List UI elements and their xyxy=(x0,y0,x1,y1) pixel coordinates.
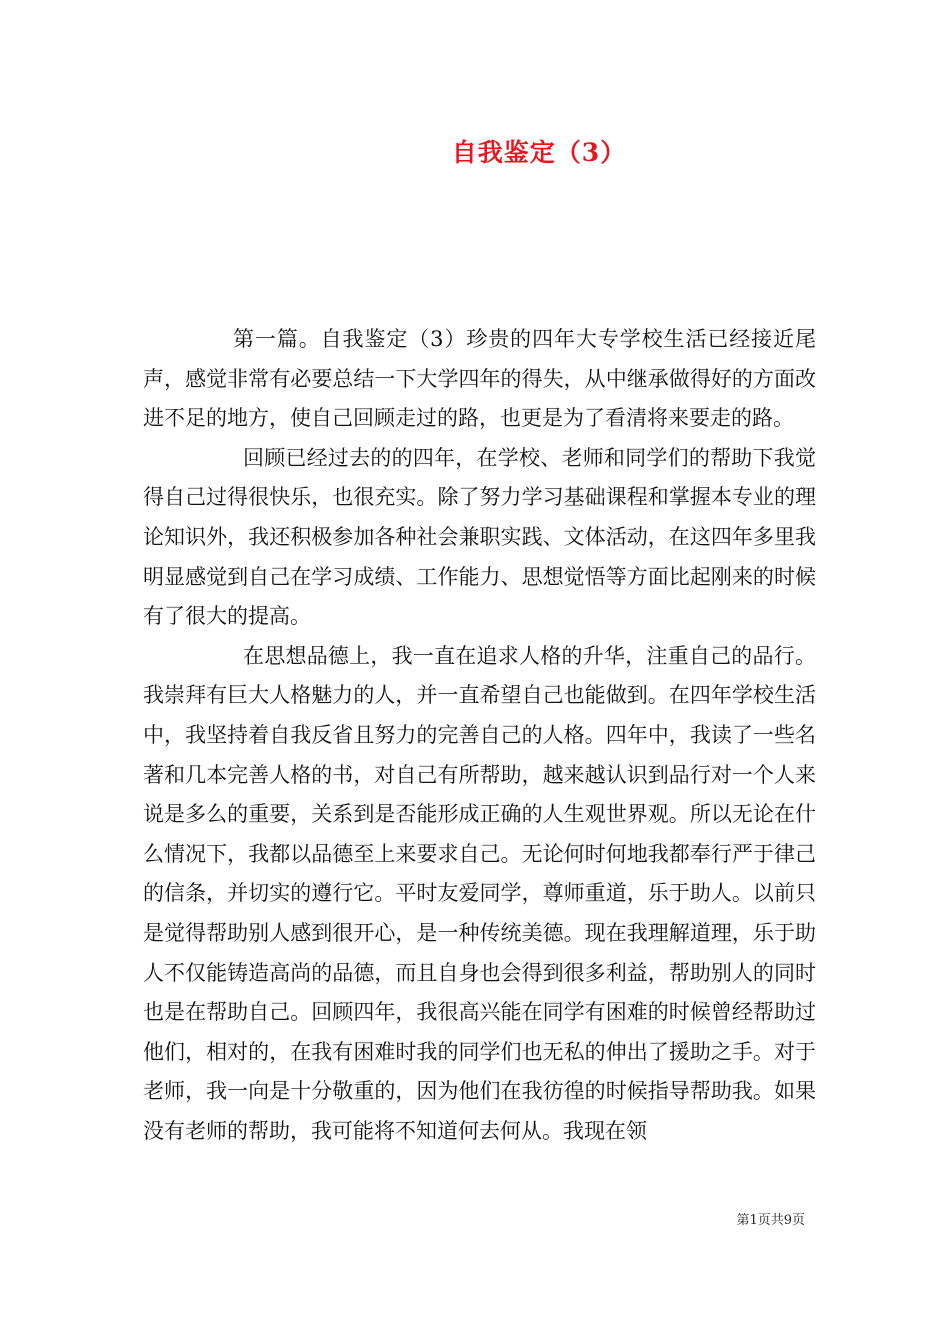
page-number-footer: 第1页共9页 xyxy=(736,1213,805,1228)
paragraph-morality: 在思想品德上，我一直在追求人格的升华，注重自己的品行。我崇拜有巨大人格魅力的人，并一直希望自己也能做到。在四年学校生活中，我坚持着自我反省且努力的完善自己的人格。四年中，我读了一些名著和几本完善人格的书，对自己有所帮助，越来越认识到品行对一个人来说是多么的重要，关系到是否能形成正确的人生观世界观。所以无论在什么情况下，我都以品德至上来要求自己。无论何时何地我都奉行严于律己的信条，并切实的遵行它。平时友爱同学，尊师重道，乐于助人。以前只是觉得帮助别人感到很开心，是一种传统美德。现在我理解道理，乐于助人不仅能铸造高尚的品德，而且自身也会得到很多利益，帮助别人的同时也是在帮助自己。回顾四年，我很高兴能在同学有困难的时候曾经帮助过他们，相对的，在我有困难时我的同学们也无私的伸出了援助之手。对于老师，我一向是十分敬重的，因为他们在我彷徨的时候指导帮助我。如果没有老师的帮助，我可能将不知道何去何从。我现在领 xyxy=(143,643,816,1143)
document-title: 自我鉴定（3） xyxy=(451,138,627,167)
paragraph-review: 回顾已经过去的的四年，在学校、老师和同学们的帮助下我觉得自己过得很快乐，也很充实。除了努力学习基础课程和掌握本专业的理论知识外，我还积极参加各种社会兼职实践、文体活动，在这四年多里我明显感觉到自己在学习成绩、工作能力、思想觉悟等方面比起刚来的时候有了很大的提高。 xyxy=(143,445,816,629)
paragraph-intro: 第一篇。自我鉴定（3）珍贵的四年大专学校生活已经接近尾声，感觉非常有必要总结一下大学四年的得失，从中继承做得好的方面改进不足的地方，使自己回顾走过的路，也更是为了看清将来要走的路。 xyxy=(143,327,816,431)
document-body xyxy=(143,320,816,1151)
